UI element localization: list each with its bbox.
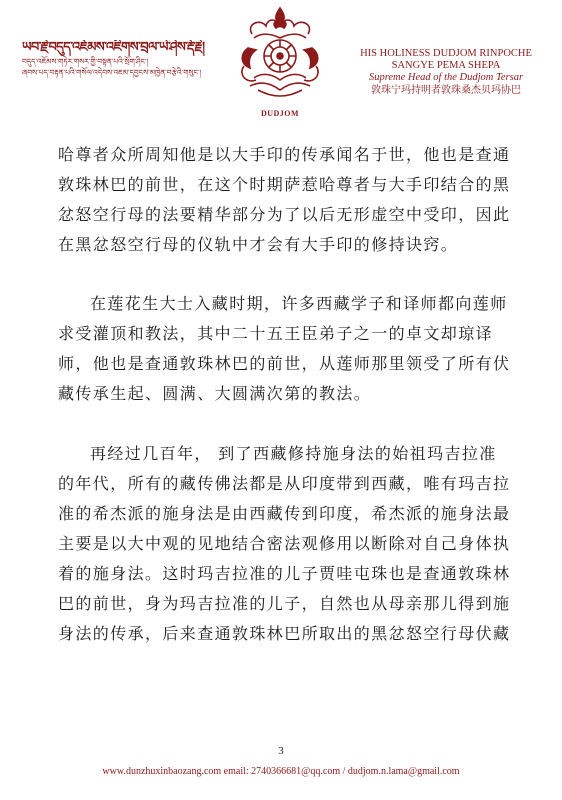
letterhead-title: [336, 48, 556, 97]
dudjom-emblem-logo: [232, 4, 328, 122]
emblem-caption: DUDJOM: [260, 109, 300, 118]
title-line-3: Supreme Head of the Dudjom Tersar: [368, 72, 524, 83]
letterhead: [0, 0, 562, 125]
title-line-2: SANGYE PEMA SHEPA: [391, 60, 501, 71]
document-body: [58, 140, 512, 679]
paragraph-3: 再经过几百年， 到了西藏修持施身法的始祖玛吉拉准的年代，所有的藏传佛法都是从印度带到西藏，唯有玛吉拉准的希杰派的施身法是由西藏传到印度，希杰派的施身法最主要是以大中观的见地结合密法观修用以断除对自己身体执着的施身法。这时玛吉拉准的儿子贾哇屯珠也是查通敦珠林巴的前世，身为玛吉拉准的儿子，自然也从母亲那儿得到施身法的传承，后来查通敦珠林巴所取出的黑忿怒空行母伏藏: [58, 444, 511, 643]
title-line-4-chinese: 敦珠宁玛持明者敦珠桑杰贝玛协巴: [371, 85, 521, 96]
title-line-1: HIS HOLINESS DUDJOM RINPOCHE: [360, 48, 532, 59]
footer-contact: www.dunzhuxinbaozang.com email: 2740366681@qq.com / dudjom.n.lama@gmail.com: [102, 766, 460, 777]
paragraph-1: 哈尊者众所周知他是以大手印的传承闻名于世，他也是查通敦珠林巴的前世，在这个时期萨惹哈尊者与大手印结合的黑忿怒空行母的法要精华部分为了以后无形虚空中受印，因此在黑忿怒空行母的仪轨中才会有大手印的修持诀窍。: [58, 145, 511, 254]
page-number: 3: [278, 745, 284, 757]
emblem-graphic: [232, 4, 328, 114]
paragraph-2: 在莲花生大士入藏时期，许多西藏学子和译师都向莲师求受灌顶和教法，其中二十五王臣弟子之一的卓文却琼译师，他也是查通敦珠林巴的前世，从莲师那里领受了所有伏藏传承生起、圆满、大圆满次第的教法。: [58, 294, 511, 403]
tibetan-heading: [22, 40, 222, 78]
tibetan-subtitle-line-2: ཞབས་པད་བརྟན་པའི་གསོལ་འདེབས་འཇམ་དབྱངས་མཁྱེན་བརྩེའི་གསུང་།: [22, 68, 202, 77]
tibetan-title-line: ཡབ་རྗེ་བདུད་འཇོམས་འཇིགས་བྲལ་ཡེ་ཤེས་རྡོ་རྗེ།: [22, 40, 205, 55]
tibetan-subtitle-line-1: བདུད་འཇོམས་གཏེར་གསར་གྱི་བསྟན་པའི་སྲོག་ཤིང་།: [22, 57, 149, 66]
